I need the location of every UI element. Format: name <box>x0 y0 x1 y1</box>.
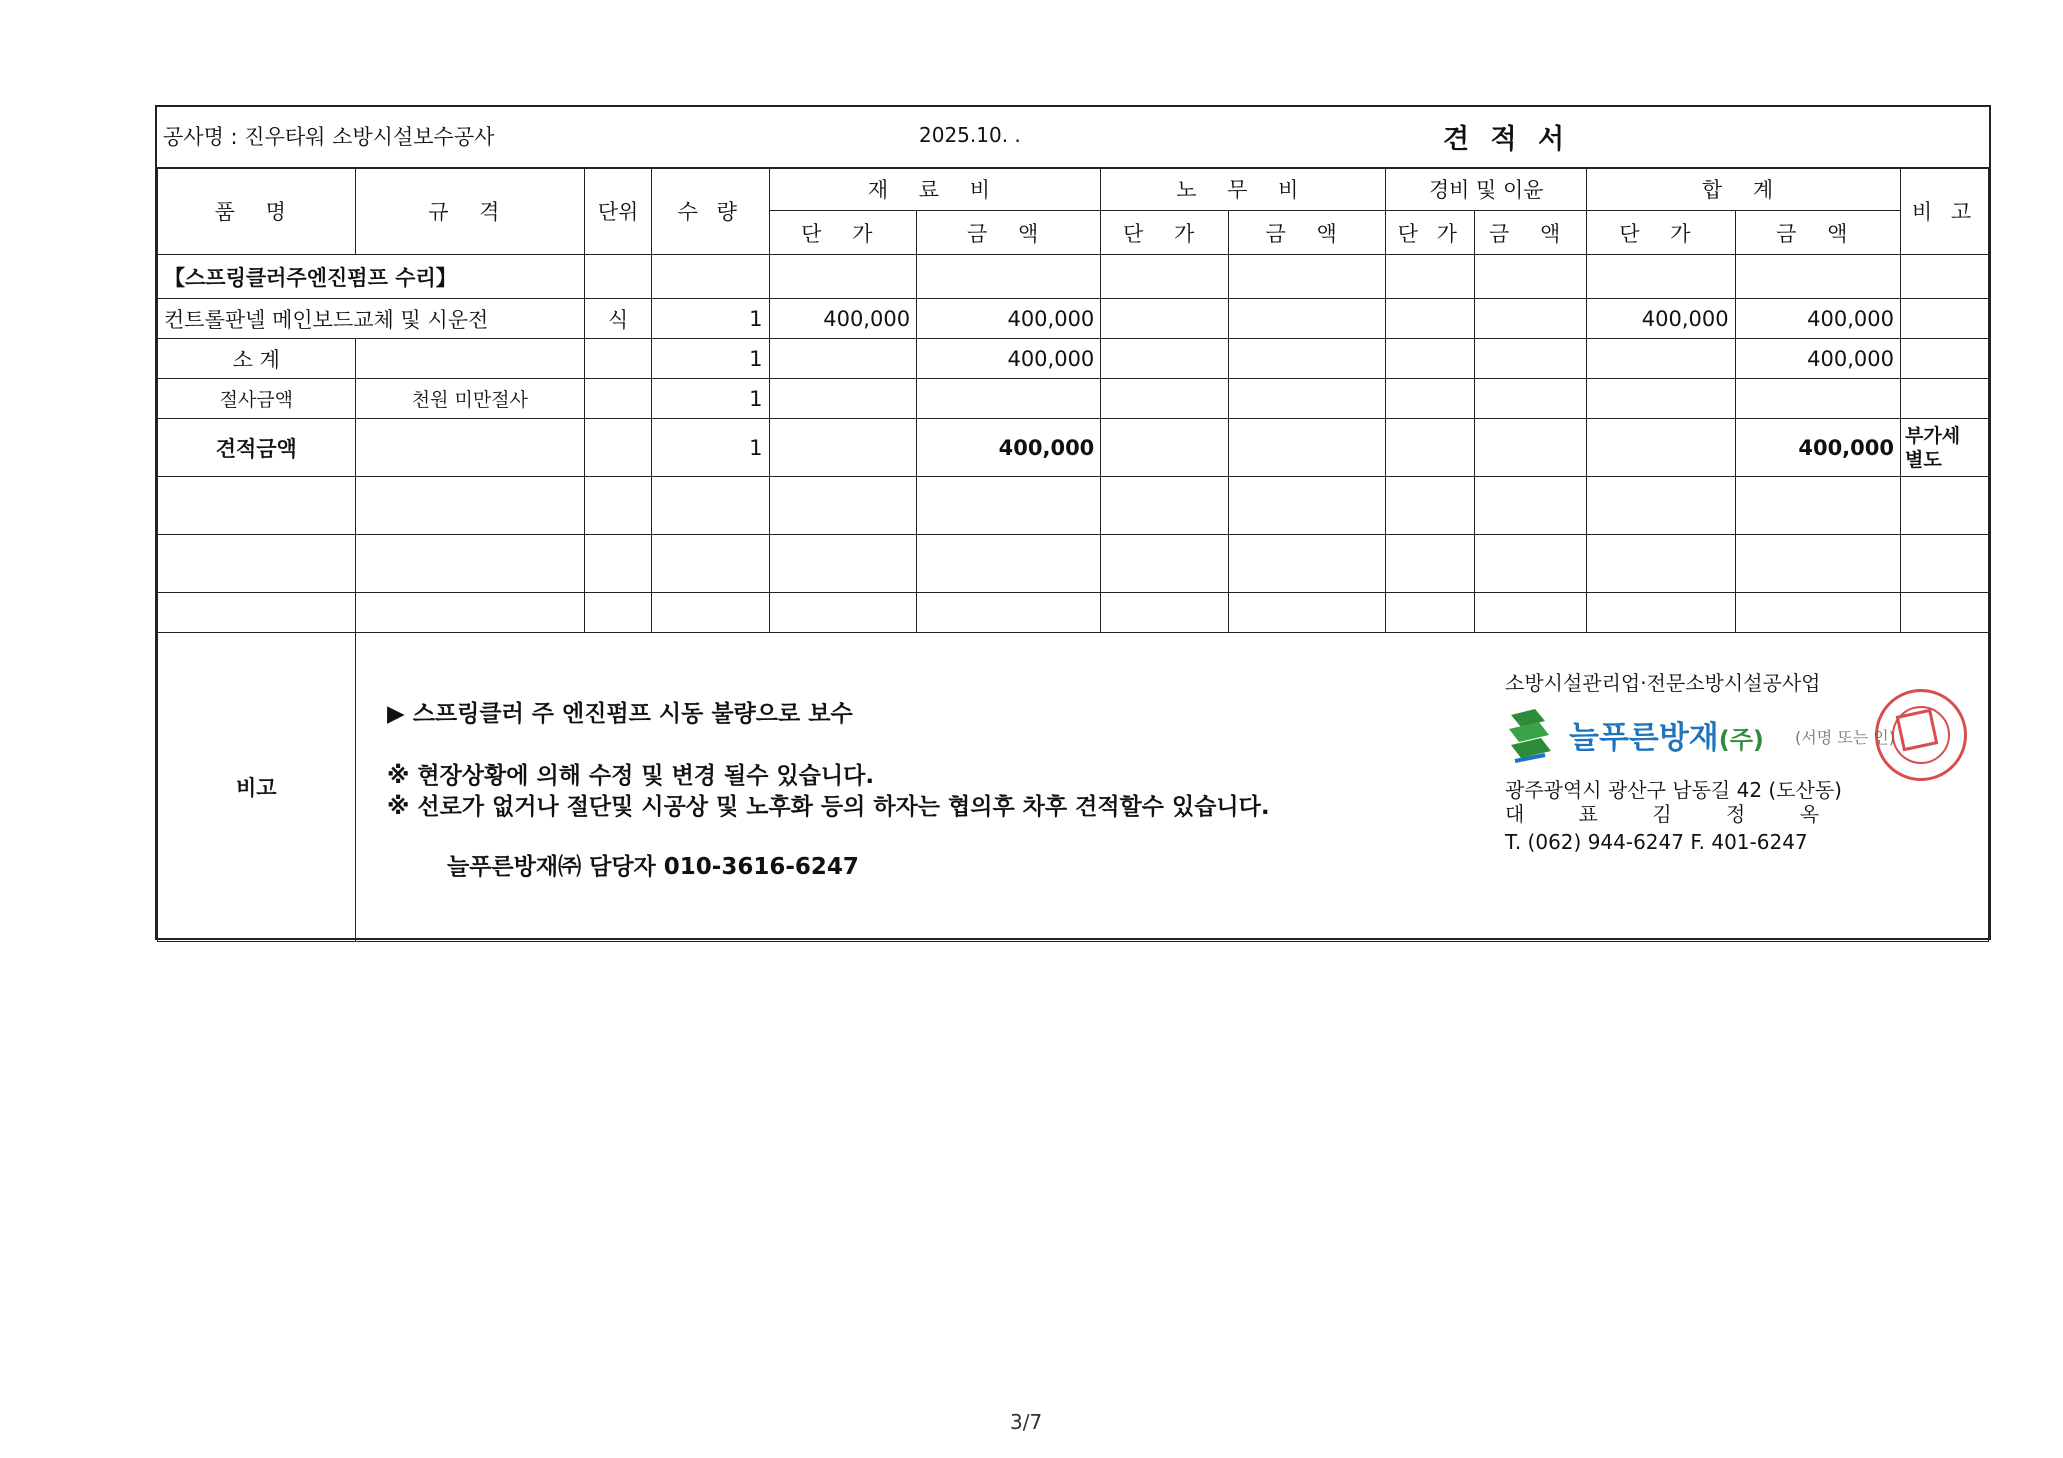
col-total: 합 계 <box>1587 168 1901 211</box>
row-tot-amount: 400,000 <box>1735 339 1900 379</box>
row-lab-price <box>1101 379 1229 419</box>
row-spec <box>355 339 585 379</box>
row-mat-amount: 400,000 <box>917 299 1101 339</box>
estimate-date: 2025.10. . <box>919 123 1021 147</box>
empty-row <box>158 477 1989 535</box>
representative: 대 표 김 정 옥 <box>1505 802 1844 826</box>
row-exp-amount <box>1475 339 1587 379</box>
signature-hint: (서명 또는 인) <box>1795 728 1895 747</box>
company-brand <box>1569 712 1764 757</box>
empty-row <box>158 593 1989 633</box>
page-number: 3/7 <box>1010 1410 1043 1434</box>
section-row <box>158 255 1989 299</box>
brand-suffix: (주) <box>1718 726 1764 754</box>
row-qty: 1 <box>651 379 769 419</box>
col-labor-unit-price: 단 가 <box>1101 211 1229 255</box>
title-row <box>157 107 1989 169</box>
row-mat-price <box>769 379 917 419</box>
row-mat-price: 400,000 <box>769 299 917 339</box>
row-qty: 1 <box>651 299 769 339</box>
row-qty: 1 <box>651 419 769 477</box>
note-contact: 늘푸른방재㈜ 담당자 010-3616-6247 <box>447 854 859 880</box>
row-tot-amount: 400,000 <box>1735 299 1900 339</box>
row-exp-amount <box>1475 419 1587 477</box>
row-lab-amount <box>1228 339 1385 379</box>
row-exp-price <box>1386 379 1475 419</box>
row-unit <box>585 419 652 477</box>
company-seal-icon <box>1875 689 1967 781</box>
row-remark <box>1901 339 1989 379</box>
row-lab-amount <box>1228 299 1385 339</box>
row-spec <box>355 419 585 477</box>
row-unit <box>585 379 652 419</box>
note-change: ※ 현장상황에 의해 수정 및 변경 될수 있습니다. <box>387 763 875 789</box>
company-block <box>1505 667 1985 927</box>
row-mat-amount: 400,000 <box>917 419 1101 477</box>
row-tot-amount: 400,000 <box>1735 419 1900 477</box>
col-labor: 노 무 비 <box>1101 168 1386 211</box>
row-tot-price <box>1587 419 1736 477</box>
subtotal-row <box>158 339 1989 379</box>
row-mat-amount <box>917 379 1101 419</box>
row-exp-amount <box>1475 379 1587 419</box>
brand-name: 늘푸른방재 <box>1569 720 1719 756</box>
row-exp-price <box>1386 419 1475 477</box>
row-lab-price <box>1101 299 1229 339</box>
row-lab-price <box>1101 339 1229 379</box>
row-item: 컨트롤판넬 메인보드교체 및 시운전 <box>158 299 585 339</box>
col-total-amount: 금 액 <box>1735 211 1900 255</box>
row-spec: 천원 미만절사 <box>355 379 585 419</box>
row-item: 절사금액 <box>158 379 356 419</box>
col-labor-amount: 금 액 <box>1228 211 1385 255</box>
project-name: 공사명 : 진우타워 소방시설보수공사 <box>163 125 495 149</box>
col-expense-unit-price: 단 가 <box>1386 211 1475 255</box>
col-material-unit-price: 단 가 <box>769 211 917 255</box>
estimate-frame <box>155 105 1991 940</box>
row-unit <box>585 339 652 379</box>
row-tot-price <box>1587 339 1736 379</box>
col-material-amount: 금 액 <box>917 211 1101 255</box>
col-expense-amount: 금 액 <box>1475 211 1587 255</box>
row-mat-amount: 400,000 <box>917 339 1101 379</box>
row-tot-price <box>1587 379 1736 419</box>
estimate-total-row <box>158 419 1989 477</box>
table-row <box>158 299 1989 339</box>
empty-row <box>158 535 1989 593</box>
company-address: 광주광역시 광산구 남동길 42 (도산동) <box>1505 778 1842 802</box>
seal-center-mark <box>1896 709 1939 752</box>
row-remark <box>1901 299 1989 339</box>
col-material: 재 료 비 <box>769 168 1101 211</box>
row-lab-price <box>1101 419 1229 477</box>
document-title: 견 적 서 <box>1443 124 1571 155</box>
row-mat-price <box>769 419 917 477</box>
header-row-1 <box>158 168 1989 211</box>
col-spec: 규 격 <box>355 168 585 255</box>
row-exp-price <box>1386 339 1475 379</box>
business-type: 소방시설관리업·전문소방시설공사업 <box>1505 671 1821 695</box>
col-item: 품 명 <box>158 168 356 255</box>
row-item: 견적금액 <box>158 419 356 477</box>
row-mat-price <box>769 339 917 379</box>
section-title: 【스프링클러주엔진펌프 수리】 <box>158 255 585 299</box>
col-unit: 단위 <box>585 168 652 255</box>
col-total-unit-price: 단 가 <box>1587 211 1736 255</box>
col-expense: 경비 및 이윤 <box>1386 168 1587 211</box>
row-remark: 부가세 별도 <box>1901 419 1989 477</box>
row-exp-amount <box>1475 299 1587 339</box>
contact-numbers: T. (062) 944-6247 F. 401-6247 <box>1505 830 1808 854</box>
col-remark: 비 고 <box>1901 168 1989 255</box>
note-repair: ▶ 스프링클러 주 엔진펌프 시동 불량으로 보수 <box>387 701 853 727</box>
row-lab-amount <box>1228 419 1385 477</box>
rounding-row <box>158 379 1989 419</box>
row-unit: 식 <box>585 299 652 339</box>
row-item: 소 계 <box>158 339 356 379</box>
row-remark <box>1901 379 1989 419</box>
row-lab-amount <box>1228 379 1385 419</box>
col-qty: 수 량 <box>651 168 769 255</box>
row-qty: 1 <box>651 339 769 379</box>
row-tot-amount <box>1735 379 1900 419</box>
row-exp-price <box>1386 299 1475 339</box>
notes-label: 비고 <box>158 633 356 942</box>
row-tot-price: 400,000 <box>1587 299 1736 339</box>
note-defect: ※ 선로가 없거나 절단및 시공상 및 노후화 등의 하자는 협의후 차후 견적할수 있습니다. <box>387 794 1270 820</box>
